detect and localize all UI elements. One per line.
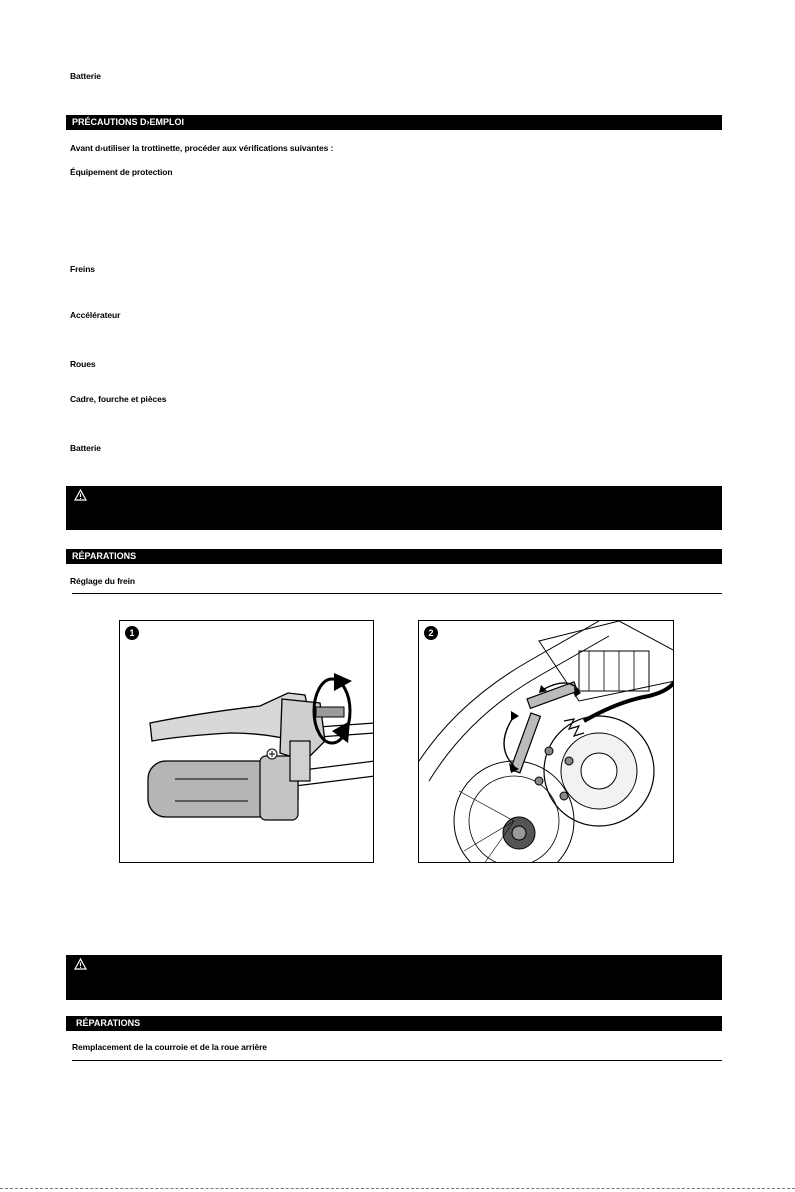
warning-box-2 [66, 955, 722, 1000]
section-divider-1 [72, 593, 722, 594]
item-brakes: Freins [70, 264, 95, 274]
brake-adjustment-heading: Réglage du frein [70, 576, 135, 586]
battery-heading-top: Batterie [70, 71, 101, 81]
warning-box-1 [66, 486, 722, 530]
repairs-section-bar-2: RÉPARATIONS [66, 1016, 722, 1031]
item-accelerator: Accélérateur [70, 310, 121, 320]
brake-lever-illustration [120, 621, 374, 863]
page-bottom-edge [0, 1188, 795, 1189]
item-protective-equipment: Équipement de protection [70, 167, 173, 177]
belt-wheel-replacement-heading: Remplacement de la courroie et de la roue arrière [72, 1042, 267, 1052]
figure-brake-lever [119, 620, 374, 863]
precautions-intro: Avant d›utiliser la trottinette, procéder aux vérifications suivantes : [70, 143, 334, 153]
warning-triangle-icon [74, 958, 87, 970]
figure-1-badge: 1 [125, 626, 139, 640]
figure-2-badge: 2 [424, 626, 438, 640]
item-battery: Batterie [70, 443, 101, 453]
section-divider-2 [72, 1060, 722, 1061]
item-wheels: Roues [70, 359, 96, 369]
repairs-section-bar-1: RÉPARATIONS [66, 549, 722, 564]
rear-brake-illustration [419, 621, 674, 863]
warning-triangle-icon [74, 489, 87, 501]
item-frame-fork-parts: Cadre, fourche et pièces [70, 394, 167, 404]
precautions-section-bar: PRÉCAUTIONS D›EMPLOI [66, 115, 722, 130]
figure-rear-brake [418, 620, 674, 863]
